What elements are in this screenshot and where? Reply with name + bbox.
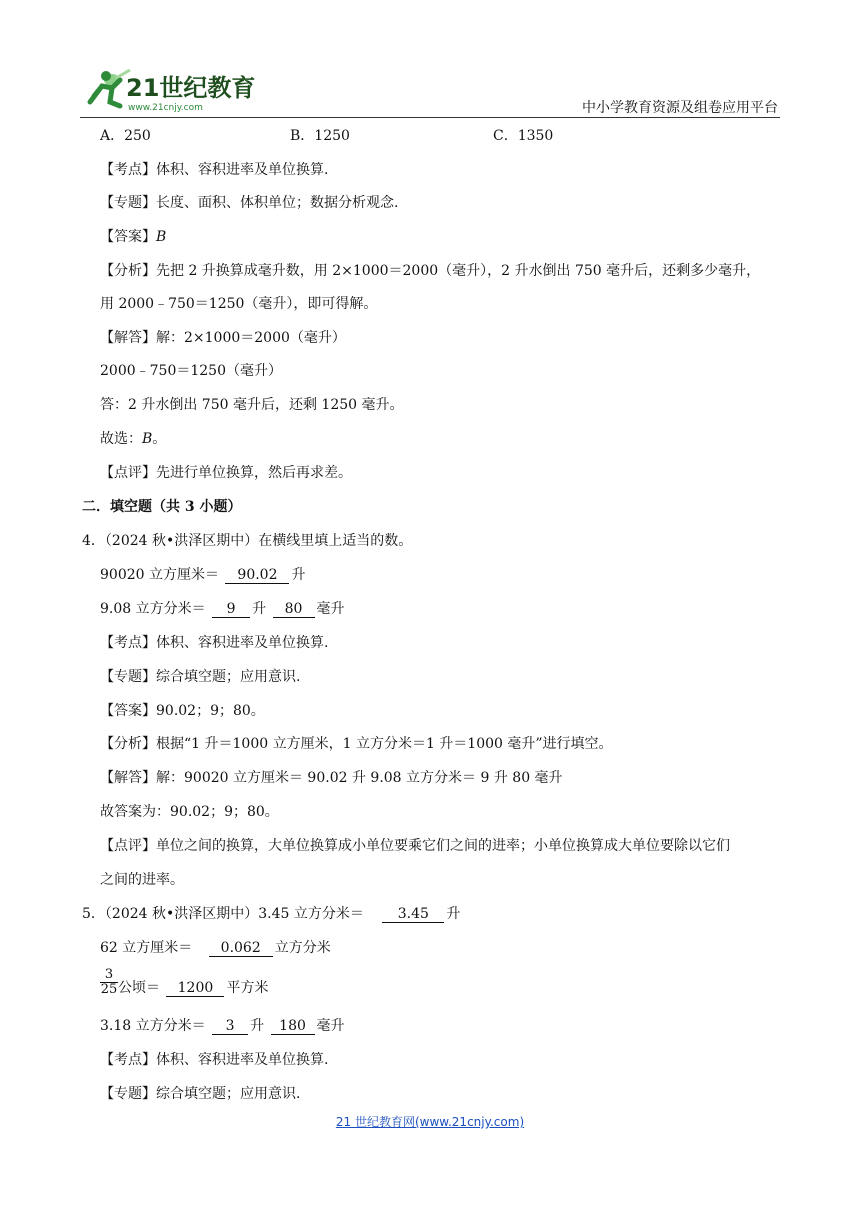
header-title: 中小学教育资源及组卷应用平台 — [582, 100, 778, 116]
q4-kaodian: 【考点】体积、容积进率及单位换算. — [100, 635, 329, 651]
logo-21cnjy — [80, 62, 260, 116]
q4-l1-prefix: 90020 立方厘米＝ — [100, 567, 219, 583]
q5-blank-2: 0.062 — [209, 940, 273, 957]
answer-label: 【答案】 — [100, 229, 156, 245]
q5-line-2 — [100, 939, 331, 957]
q5-blank-5: 180 — [271, 1018, 315, 1035]
q5-line-1 — [82, 905, 460, 923]
q4-l1-suffix: 升 — [291, 567, 306, 583]
q3-solution-1: 【解答】解：2×1000＝2000（毫升） — [100, 330, 346, 346]
q5-l4-suffix: 毫升 — [316, 1018, 345, 1034]
q4-stem: 4．（2024 秋•洪泽区期中）在横线里填上适当的数。 — [82, 533, 413, 549]
q3-solution-3: 答：2 升水倒出 750 毫升后，还剩 1250 毫升。 — [100, 397, 404, 413]
logo-text: 21世纪教育 — [126, 74, 256, 102]
q4-line-2 — [100, 600, 345, 618]
answer-value: B — [156, 229, 167, 245]
option-b: B．1250 — [290, 128, 350, 144]
q4-l2-mid: 升 — [252, 601, 267, 617]
q4-answer: 【答案】90.02；9；80。 — [100, 703, 265, 719]
q4-comment-1: 【点评】单位之间的换算，大单位换算成小单位要乘它们之间的进率；小单位换算成大单位要除以它们 — [100, 838, 730, 854]
q5-blank-4: 3 — [212, 1018, 248, 1035]
q5-fraction — [100, 968, 118, 997]
option-a: A．250 — [100, 128, 151, 144]
header-divider — [80, 117, 780, 118]
q5-blank-1: 3.45 — [382, 906, 444, 923]
q4-final: 故答案为：90.02；9；80。 — [100, 804, 279, 820]
q5-blank-3: 1200 — [166, 980, 224, 997]
q4-blank-3: 80 — [273, 601, 315, 618]
choice-value: B — [142, 431, 153, 447]
q4-solution: 【解答】解：90020 立方厘米＝ 90.02 升 9.08 立方分米＝ 9 升 80 毫升 — [100, 770, 563, 786]
fraction-numerator: 3 — [100, 968, 118, 983]
section-title: 二．填空题（共 3 小题） — [82, 499, 242, 515]
q5-zhuanti: 【专题】综合填空题；应用意识. — [100, 1086, 301, 1102]
q3-comment: 【点评】先进行单位换算，然后再求差。 — [100, 465, 352, 481]
option-c: C．1350 — [493, 128, 554, 144]
q5-kaodian: 【考点】体积、容积进率及单位换算. — [100, 1052, 329, 1068]
q4-l2-prefix: 9.08 立方分米＝ — [100, 601, 206, 617]
q5-l3-prefix: 公顷＝ — [118, 980, 160, 996]
q4-blank-1: 90.02 — [225, 567, 289, 584]
q3-analysis-2: 用 2000﹣750＝1250（毫升），即可得解。 — [100, 296, 378, 312]
q3-zhuanti: 【专题】长度、面积、体积单位；数据分析观念. — [100, 195, 399, 211]
q4-l2-suffix: 毫升 — [316, 601, 345, 617]
q5-line-3 — [118, 979, 268, 997]
q3-answer — [100, 228, 166, 246]
q4-analysis: 【分析】根据“1 升＝1000 立方厘米，1 立方分米＝1 升＝1000 毫升”进行填空。 — [100, 736, 613, 752]
footer-link[interactable]: 21 世纪教育网(www.21cnjy.com) — [335, 1115, 525, 1129]
q5-l1-prefix: 5．（2024 秋•洪泽区期中）3.45 立方分米＝ — [82, 906, 364, 922]
q3-analysis-1: 【分析】先把 2 升换算成毫升数，用 2×1000＝2000（毫升），2 升水倒出 750 毫升后，还剩多少毫升， — [100, 263, 761, 279]
q5-l3-suffix: 平方米 — [226, 980, 269, 996]
q4-line-1 — [100, 566, 305, 584]
page-header — [80, 62, 780, 120]
q5-l4-prefix: 3.18 立方分米＝ — [100, 1018, 206, 1034]
choice-end: 。 — [152, 431, 167, 447]
q5-line-4 — [100, 1017, 345, 1035]
q5-l2-prefix: 62 立方厘米＝ — [100, 940, 193, 956]
q5-l4-mid: 升 — [250, 1018, 265, 1034]
q4-comment-2: 之间的进率。 — [100, 872, 184, 888]
q3-kaodian: 【考点】体积、容积进率及单位换算. — [100, 162, 329, 178]
logo-url: www.21cnjy.com — [128, 103, 203, 113]
q4-zhuanti: 【专题】综合填空题；应用意识. — [100, 669, 301, 685]
q5-l2-suffix: 立方分米 — [274, 940, 331, 956]
q4-blank-2: 9 — [212, 601, 250, 618]
fraction-denominator: 25 — [100, 982, 118, 997]
q3-solution-2: 2000﹣750＝1250（毫升） — [100, 363, 282, 379]
q5-l1-suffix: 升 — [446, 906, 461, 922]
q3-options — [100, 127, 553, 145]
choice-label: 故选： — [100, 431, 142, 447]
q3-choice — [100, 430, 166, 448]
